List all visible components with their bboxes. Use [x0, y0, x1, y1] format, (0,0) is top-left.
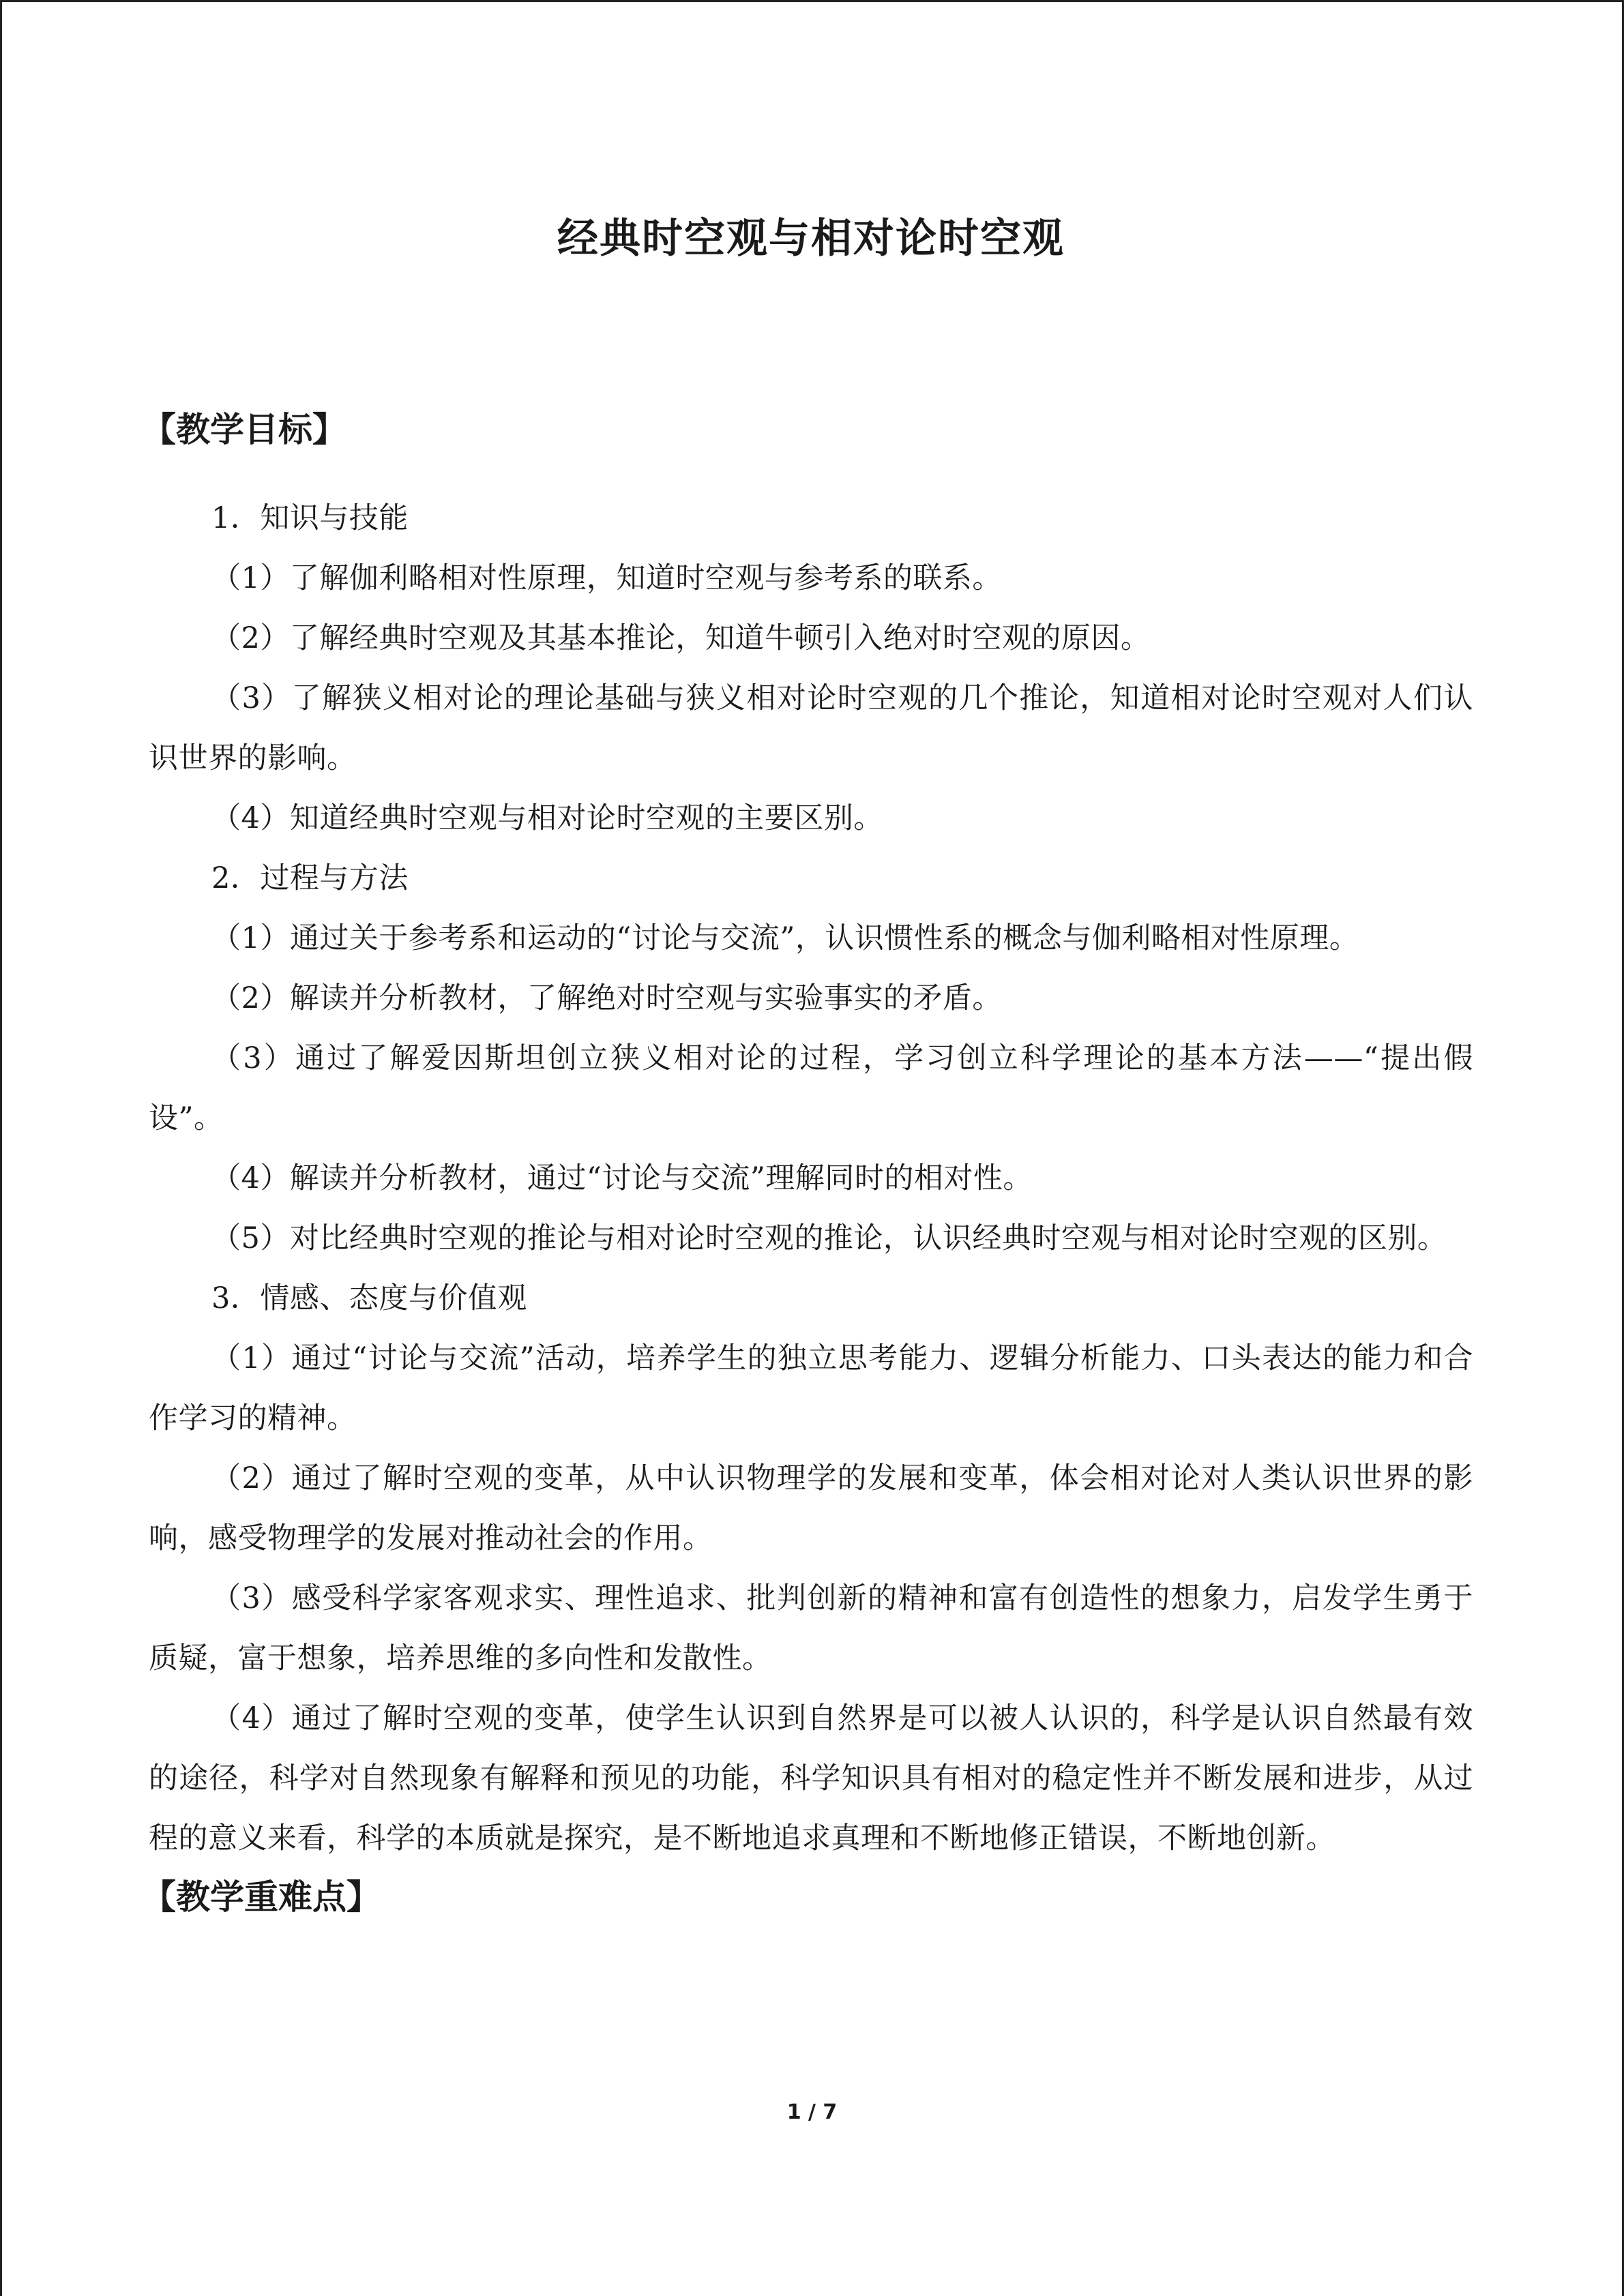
- paragraph: （4）解读并分析教材，通过“讨论与交流”理解同时的相对性。: [211, 1161, 1033, 1195]
- paragraph: （1）了解伽利略相对性原理，知道时空观与参考系的联系。: [211, 561, 1002, 595]
- subheading-process-methods: 2．过程与方法: [211, 861, 409, 895]
- paragraph: （3）了解狭义相对论的理论基础与狭义相对论时空观的几个推论，知道相对论时空观对人们认识世界的影响。: [149, 681, 1473, 775]
- paragraph: （2）通过了解时空观的变革，从中认识物理学的发展和变革，体会相对论对人类认识世界的影响，感受物理学的发展对推动社会的作用。: [149, 1461, 1473, 1555]
- document-body: [142, 205, 1473, 1956]
- paragraph: （3）感受科学家客观求实、理性追求、批判创新的精神和富有创造性的想象力，启发学生勇于质疑，富于想象，培养思维的多向性和发散性。: [149, 1581, 1473, 1675]
- subheading-knowledge-skills: 1．知识与技能: [211, 501, 409, 535]
- page-title: 经典时空观与相对论时空观: [557, 215, 1065, 263]
- paragraph: （1）通过“讨论与交流”活动，培养学生的独立思考能力、逻辑分析能力、口头表达的能力和合作学习的精神。: [149, 1341, 1473, 1435]
- section-heading-teaching-goals: 【教学目标】: [142, 410, 346, 449]
- page-number: 1 / 7: [786, 2100, 838, 2124]
- paragraph: （4）知道经典时空观与相对论时空观的主要区别。: [211, 801, 883, 835]
- paragraph: （3）通过了解爱因斯坦创立狭义相对论的过程，学习创立科学理论的基本方法——“提出假设”。: [149, 1041, 1473, 1135]
- paragraph: （1）通过关于参考系和运动的“讨论与交流”，认识惯性系的概念与伽利略相对性原理。: [211, 921, 1359, 955]
- paragraph: （4）通过了解时空观的变革，使学生认识到自然界是可以被人认识的，科学是认识自然最有效的途径，科学对自然现象有解释和预见的功能，科学知识具有相对的稳定性并不断发展和进步，从过程的意义来看，科学的本质就是探究，是不断地追求真理和不断地修正错误，不断地创新。: [149, 1701, 1473, 1855]
- paragraph: （2）解读并分析教材，了解绝对时空观与实验事实的矛盾。: [211, 981, 1002, 1015]
- paragraph: （2）了解经典时空观及其基本推论，知道牛顿引入绝对时空观的原因。: [211, 621, 1151, 655]
- section-heading-key-difficulties: 【教学重难点】: [142, 1877, 381, 1917]
- paragraph: （5）对比经典时空观的推论与相对论时空观的推论，认识经典时空观与相对论时空观的区别。: [211, 1221, 1447, 1255]
- subheading-emotion-values: 3．情感、态度与价值观: [211, 1281, 527, 1315]
